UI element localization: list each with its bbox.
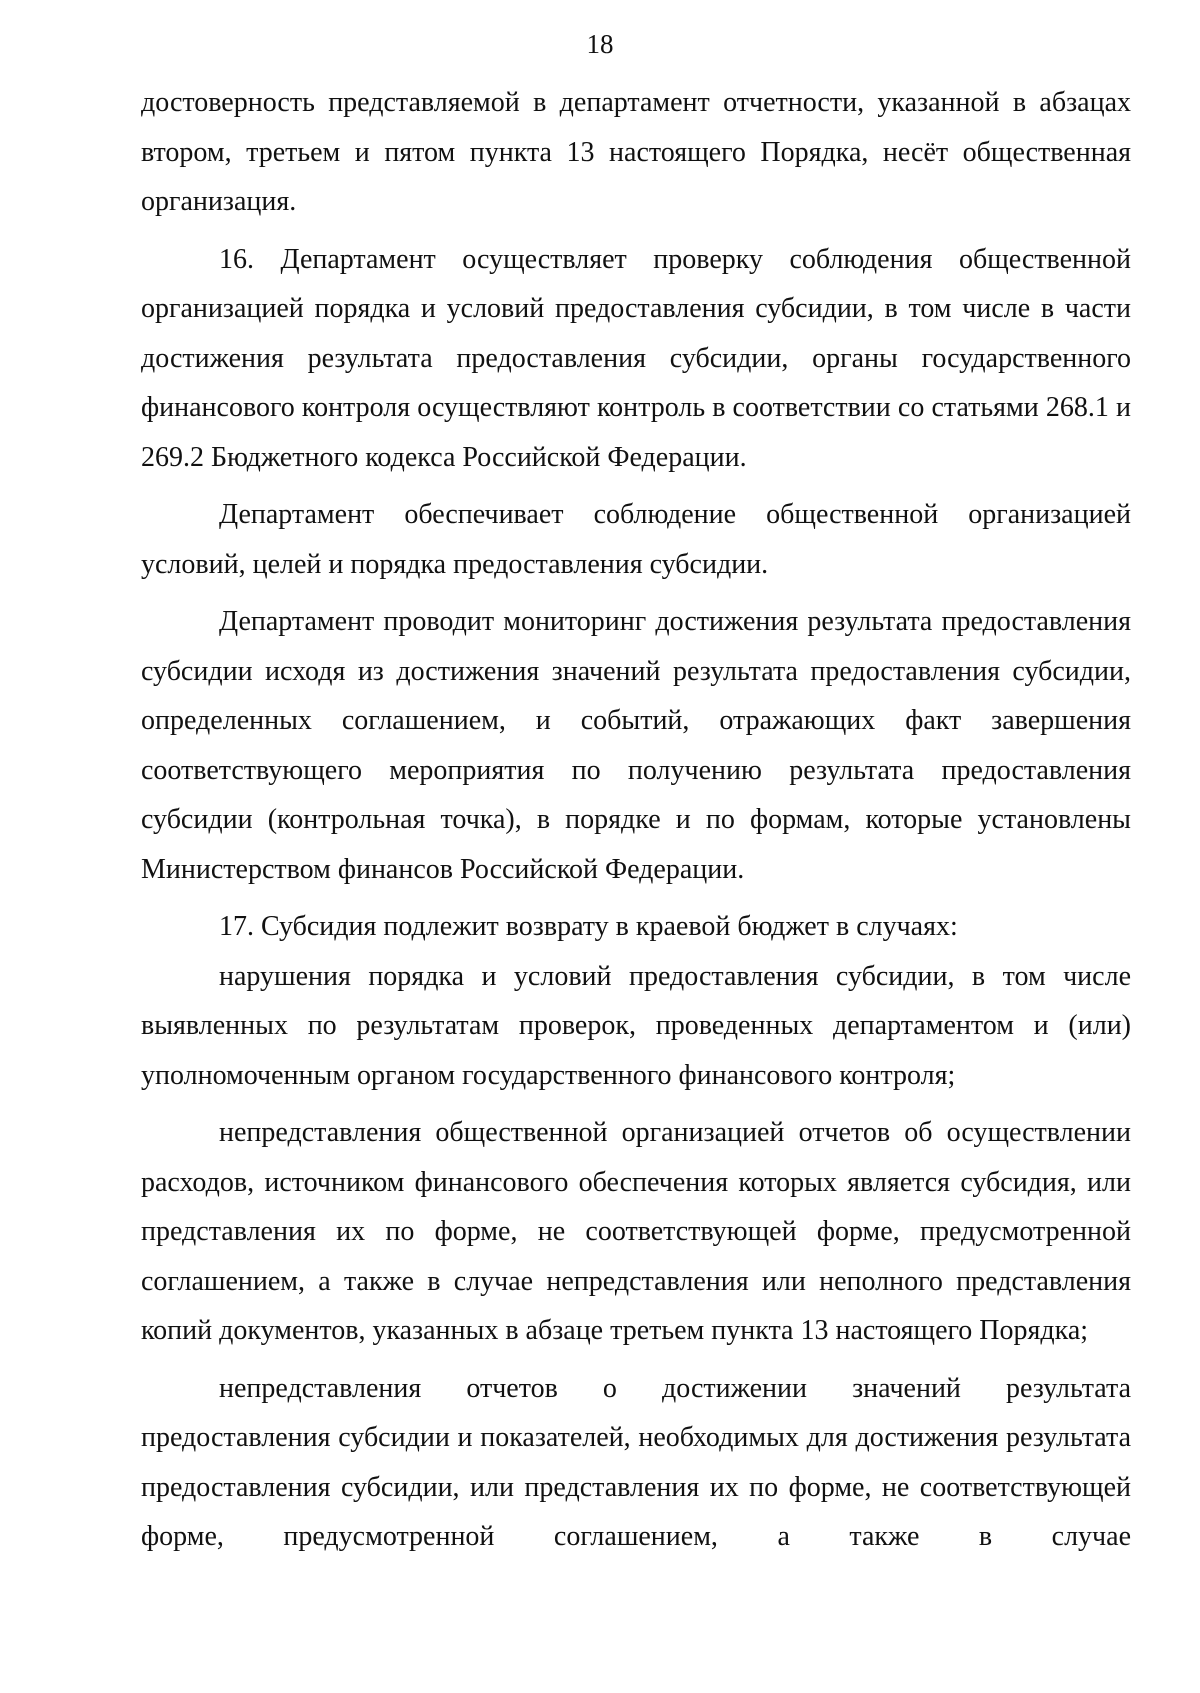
paragraph-item-17: 17. Субсидия подлежит возврату в краевой бюджет в случаях: [219,911,958,942]
page-number: 18 [586,29,614,59]
paragraph-reports-case: непредставления общественной организацией отчетов об осуществлении расходов, источником финансового обеспечения которых является субсидия, или представления их по форме, не соответствующей форме, предусмотренной соглашением, а также в случае непредставления или неполного представления копий документов, указанных в абзаце третьем пункта 13 настоящего Порядка; [141,1117,1131,1346]
paragraph-violation-case: нарушения порядка и условий предоставления субсидии, в том числе выявленных по результатам проверок, проведенных департаментом и (или) уполномоченным органом государственного финансового контроля; [141,960,1131,1091]
paragraph-department-monitoring: Департамент проводит мониторинг достижения результата предоставления субсидии исходя из достижения значений результата предоставления субсидии, определенных соглашением, и событий, отражающих факт завершения соответствующего мероприятия по получению результата предоставления субсидии (контрольная точка), в порядке и по формам, которые установлены Министерством финансов Российской Федерации. [141,606,1131,885]
paragraph-item-16: 16. Департамент осуществляет проверку соблюдения общественной организацией порядка и условий предоставления субсидии, в том числе в части достижения результата предоставления субсидии, органы государственного финансового контроля осуществляют контроль в соответствии со статьями 268.1 и 269.2 Бюджетного кодекса Российской Федерации. [141,243,1131,473]
paragraph-continuation: достоверность представляемой в департамент отчетности, указанной в абзацах втором, третьем и пятом пункта 13 настоящего Порядка, несёт общественная организация. [141,87,1131,217]
paragraph-results-case: непредставления отчетов о достижении значений результата предоставления субсидии и показателей, необходимых для достижения результата предоставления субсидии, или представления их по форме, не соответствующей форме, предусмотренной соглашением, а также в случае [141,1372,1131,1552]
paragraph-department-ensures: Департамент обеспечивает соблюдение общественной организацией условий, целей и порядка предоставления субсидии. [141,499,1131,580]
document-body [141,78,1131,1570]
